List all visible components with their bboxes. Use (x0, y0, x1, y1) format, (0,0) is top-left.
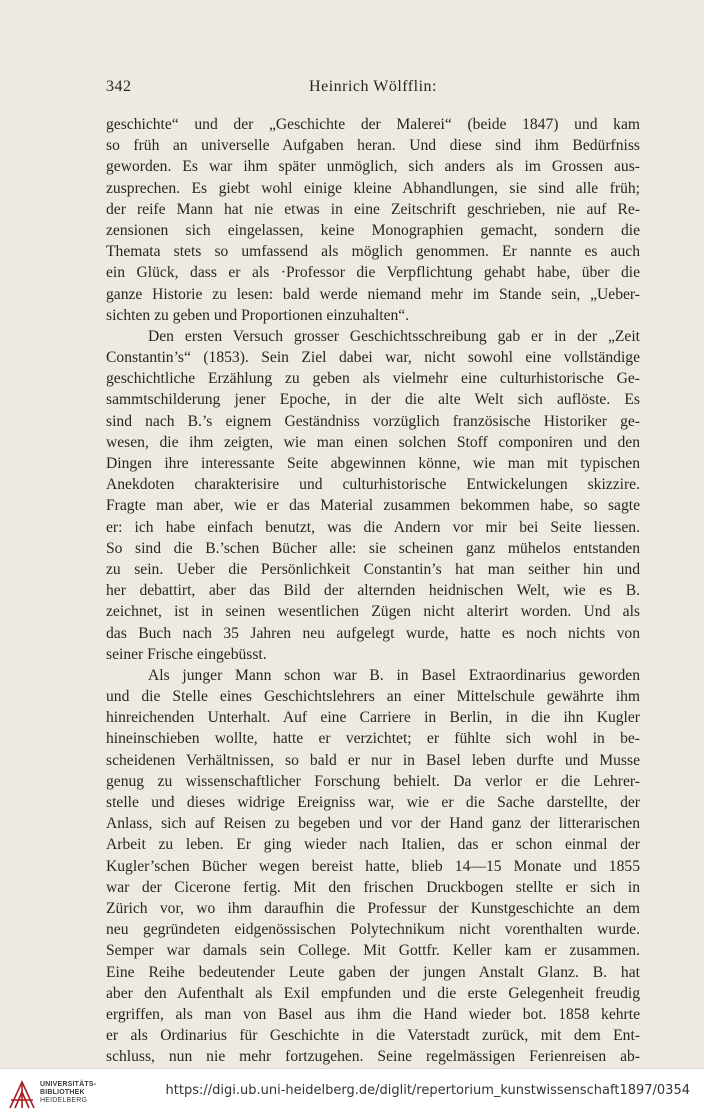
text-line: zusprechen. Es giebt wohl einige kleine Abhandlungen, sie sind alle früh; (106, 179, 640, 197)
text-line: geworden. Es war ihm später unmöglich, sich anders als im Grossen aus- (106, 158, 640, 176)
text-line: zu sein. Ueber die Persönlichkeit Constantin’s hat man seither hin und (106, 560, 640, 578)
text-line: schluss, nun nie mehr fortzugehen. Seine regelmässigen Ferienreisen ab- (106, 1048, 640, 1066)
text-line: wesen, die ihm zeigten, wie man einen solchen Stoff componiren und den (106, 433, 640, 451)
text-line: er: ich habe einfach benutzt, was die Andern vor mir bei Seite liessen. (106, 518, 640, 536)
text-line: er als Ordinarius für Geschichte in die Vaterstadt zurück, mit dem Ent- (106, 1027, 640, 1045)
library-name-line2: BIBLIOTHEK (40, 1089, 85, 1097)
text-line: ergriffen, als man von Basel aus ihm die Hand wieder bot. 1858 kehrte (106, 1005, 640, 1023)
text-line: Als junger Mann schon war B. in Basel Extraordinarius geworden (148, 666, 640, 684)
text-line: genug zu wissenschaftlicher Forschung behielt. Da verlor er die Lehrer- (106, 772, 640, 790)
library-name-line3: HEIDELBERG (40, 1097, 88, 1105)
text-line: stelle und dieses widrige Ereigniss war, wie er die Sache darstellte, der (106, 794, 640, 811)
text-line: der reife Mann hat nie etwas in eine Zeitschrift geschrieben, nie auf Re- (106, 200, 640, 218)
text-line: zeichnet, ist in seinen wesentlichen Zügen nicht alterirt worden. Und als (106, 603, 640, 621)
text-line: hinreichenden Unterhalt. Auf eine Carriere in Berlin, in die ihn Kugler (106, 709, 640, 727)
text-line: scheidenen Verhältnissen, so bald er nur in Basel leben durfte und Musse (106, 751, 640, 769)
text-line: Eine Reihe bedeutender Leute gaben der jungen Anstalt Glanz. B. hat (106, 963, 640, 981)
library-name (40, 1081, 96, 1106)
text-line: sammtschilderung jener Epoche, in der die alte Welt sich auflöste. Es (106, 391, 640, 409)
text-line: sind nach B.’s eignem Geständniss vorzüglich französische Historiker ge- (106, 412, 640, 430)
text-line: Den ersten Versuch grosser Geschichtsschreibung gab er in der „Zeit (148, 327, 640, 345)
text-line: Kugler’schen Bücher wegen bereist hatte, blieb 14—15 Monate und 1855 (106, 857, 640, 875)
library-name-line1: UNIVERSITÄTS- (40, 1081, 97, 1088)
text-line: so früh an universelle Aufgaben heran. Und diese sind ihm Bedürfniss (106, 137, 640, 155)
text-line: und die Stelle eines Geschichtslehrers an einer Mittelschule gewährte ihm (106, 688, 640, 706)
text-line: Dingen ihre interessante Seite abgewinnen könne, wie man mit typischen (106, 455, 640, 472)
text-line: Fragte man aber, wie er das Material zusammen bekommen habe, so sagte (106, 497, 640, 515)
library-footer (0, 1068, 704, 1120)
text-line: ganze Historie zu lesen: bald werde niemand mehr im Stande sein, „Ueber- (106, 285, 640, 303)
text-line: Semper war damals sein College. Mit Gottfr. Keller kam er zusammen. (106, 942, 640, 960)
text-line: Zürich vor, wo ihm daraufhin die Professur der Kunstgeschichte an dem (106, 899, 640, 917)
text-line: So sind die B.’schen Bücher alle: sie scheinen ganz mühelos entstanden (106, 539, 640, 557)
text-line: Anekdoten charakterisire und culturhistorische Entwickelungen skizzire. (106, 476, 640, 494)
text-line: hineinschieben wollte, hatte er verzichtet; er fühlte sich wohl in be- (106, 730, 640, 748)
text-line: Arbeit zu leben. Er ging wieder nach Italien, das er schon einmal der (106, 836, 640, 854)
text-line: seiner Frische eingebüsst. (106, 645, 267, 663)
text-line: neu gegründeten eidgenössischen Polytechnikum nicht vorenthalten wurde. (106, 921, 640, 939)
text-line: sichten zu geben und Proportionen einzuhalten“. (106, 306, 410, 324)
text-line: aber den Aufenthalt als Exil empfunden und die erste Gelegenheit freudig (106, 984, 640, 1002)
text-line: ein Glück, dass er als ·Professor die Verpflichtung gehabt habe, über die (106, 264, 640, 282)
text-line: Constantin’s“ (1853). Sein Ziel dabei war, nicht sowohl eine vollständige (106, 349, 640, 367)
text-line: geschichte“ und der „Geschichte der Malerei“ (beide 1847) und kam (106, 116, 640, 133)
text-line: Themata stets so umfassend als möglich genommen. Er nannte es auch (106, 243, 640, 261)
permalink-url[interactable]: https://digi.ub.uni-heidelberg.de/diglit/repertorium_kunstwissenschaft1897/0354 (165, 1083, 690, 1098)
text-line: das Buch nach 35 Jahren neu aufgelegt wurde, hatte es noch nichts von (106, 624, 640, 642)
text-line: her debattirt, aber das Bild der alternden heidnischen Welt, wie es B. (106, 582, 640, 600)
body-text (106, 114, 640, 1067)
text-line: zensionen sich eingelassen, keine Monographien gemacht, sondern die (106, 221, 640, 239)
page-header (106, 78, 640, 100)
running-head: Heinrich Wölfflin: (309, 78, 437, 95)
page-number: 342 (106, 78, 132, 95)
text-line: war der Cicerone fertig. Mit den frischen Druckbogen stellte er sich in (106, 878, 640, 896)
text-line: Anlass, sich auf Reisen zu begeben und vor der Hand ganz der litterarischen (106, 815, 640, 833)
text-line: geschichtliche Erzählung zu geben als vielmehr eine culturhistorische Ge- (106, 370, 640, 388)
university-library-logo-icon (8, 1078, 36, 1110)
